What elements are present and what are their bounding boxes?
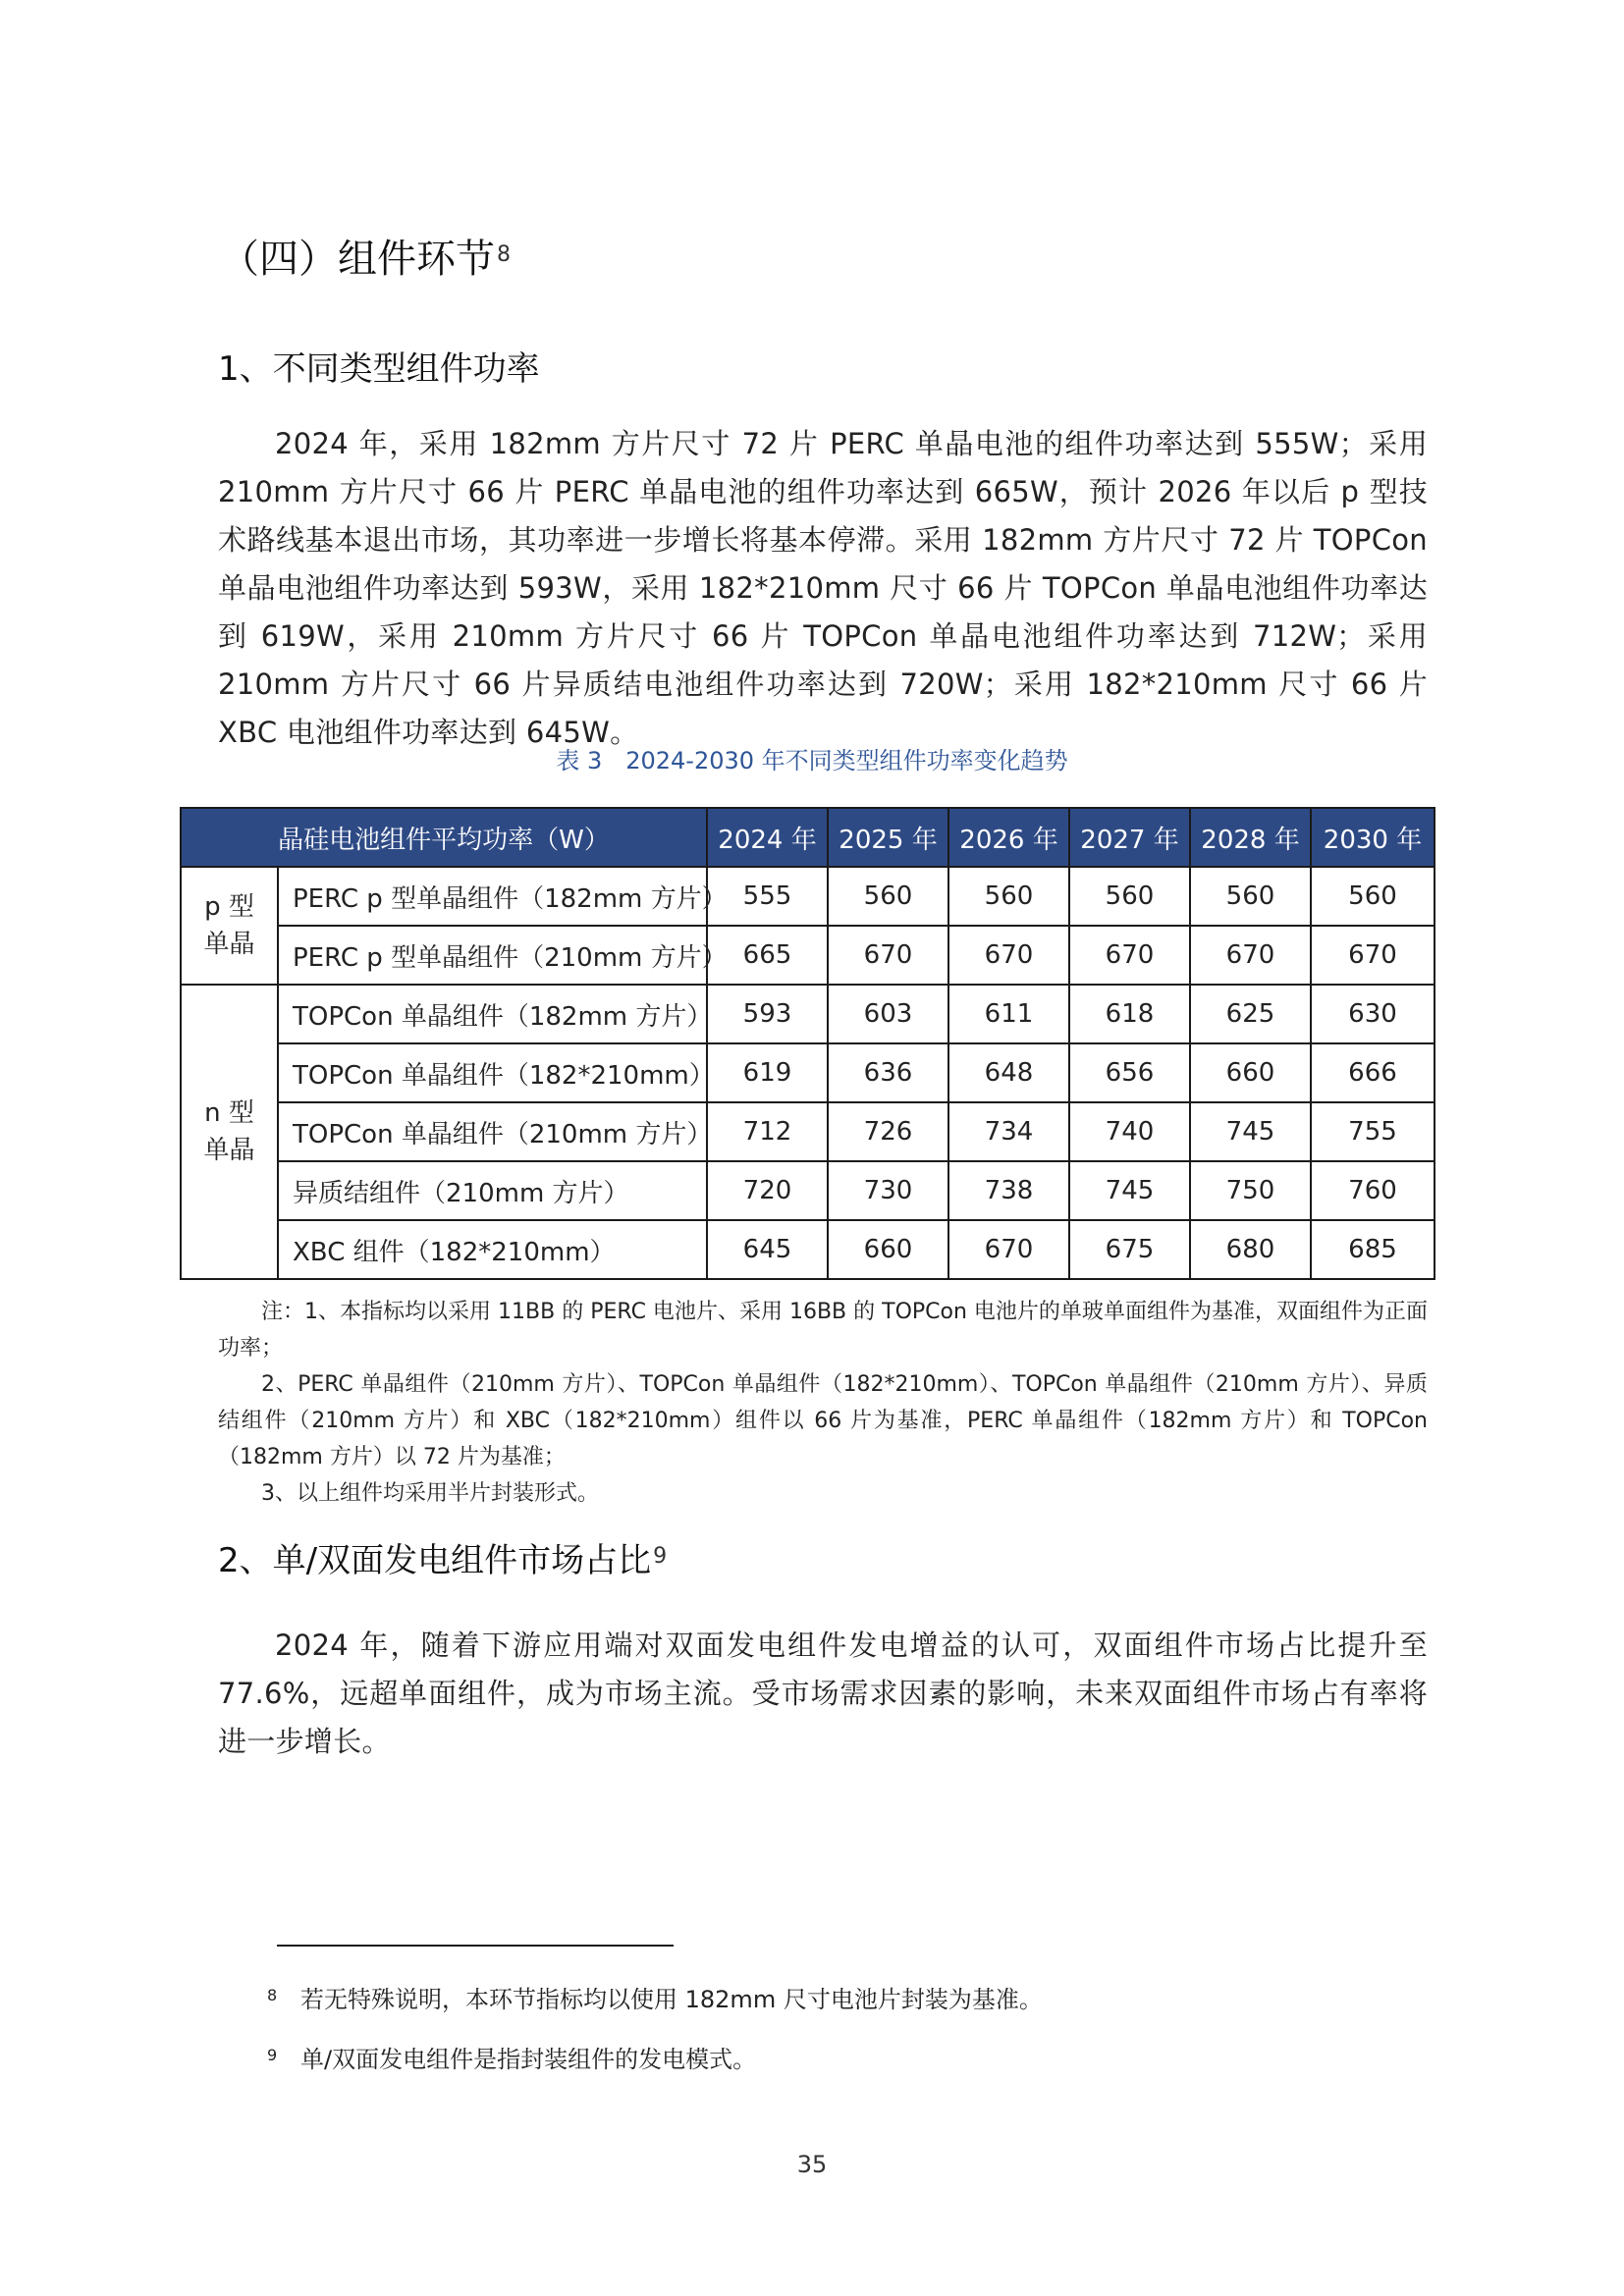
table-row [181,1102,1435,1161]
row-name: XBC 组件（182*210mm） [278,1220,707,1279]
cell-value: 665 [707,926,828,985]
cell-value: 734 [948,1102,1069,1161]
cell-value: 745 [1190,1102,1311,1161]
section-title: （四）组件环节 [220,237,495,282]
table-row [181,985,1435,1043]
cell-value: 675 [1069,1220,1190,1279]
header-label: 晶硅电池组件平均功率（W） [181,808,707,867]
module-power-table [180,807,1435,1280]
cell-value: 645 [707,1220,828,1279]
cell-value: 656 [1069,1043,1190,1102]
cell-value: 611 [948,985,1069,1043]
group-label-n-type [181,985,278,1279]
paragraph-bifacial-share: 2024 年，随着下游应用端对双面发电组件发电增益的认可，双面组件市场占比提升至 77.6%，远超单面组件，成为市场主流。受市场需求因素的影响，未来双面组件市场占有率将进一步增长。 [218,1629,1428,1758]
cell-value: 593 [707,985,828,1043]
row-name: TOPCon 单晶组件（182*210mm） [278,1043,707,1102]
cell-value: 712 [707,1102,828,1161]
cell-value: 750 [1190,1161,1311,1220]
footnote-9 [267,2043,756,2076]
cell-value: 660 [828,1220,948,1279]
cell-value: 555 [707,867,828,926]
cell-value: 730 [828,1161,948,1220]
group-label-p-type [181,867,278,985]
table-note: 注：1、本指标均以采用 11BB 的 PERC 电池片、采用 16BB 的 TOPCon 电池片的单玻单面组件为基准，双面组件为正面功率； [218,1300,1428,1361]
cell-value: 740 [1069,1102,1190,1161]
row-name: PERC p 型单晶组件（182mm 方片） [278,867,707,926]
footnote-ref-9[interactable]: 9 [653,1544,668,1569]
footnote-8 [267,1983,1043,2016]
group-label-line: 单晶 [203,930,255,959]
table-row [181,1161,1435,1220]
row-name: TOPCon 单晶组件（182mm 方片） [278,985,707,1043]
cell-value: 660 [1190,1043,1311,1102]
table-row [181,1043,1435,1102]
header-year: 2027 年 [1069,808,1190,867]
cell-value: 685 [1311,1220,1435,1279]
cell-value: 560 [948,867,1069,926]
header-year: 2025 年 [828,808,948,867]
cell-value: 560 [828,867,948,926]
section-heading [220,232,511,287]
paragraph-module-power: 2024 年，采用 182mm 方片尺寸 72 片 PERC 单晶电池的组件功率达到 555W；采用 210mm 方片尺寸 66 片 PERC 单晶电池的组件功率达到 665W，预计 2026 年以后 p 型技术路线基本退出市场，其功率进一步增长将基本停滞。采用 182mm 方片尺寸 72 片 TOPCon 单晶电池组件功率达到 593W，采用 182*210mm 尺寸 66 片 TOPCon 单晶电池组件功率达到 619W，采用 210mm 方片尺寸 66 片 TOPCon 单晶电池组件功率达到 712W；采用 210mm 方片尺寸 66 片异质结电池组件功率达到 720W；采用 182*210mm 尺寸 66 片 XBC 电池组件功率达到 645W。 [218,427,1429,749]
footnote-text: 若无特殊说明，本环节指标均以使用 182mm 尺寸电池片封装为基准。 [300,1986,1043,2013]
subsection-heading-1: 1、不同类型组件功率 [218,349,540,389]
footnote-divider [277,1945,674,1947]
cell-value: 670 [1069,926,1190,985]
cell-value: 636 [828,1043,948,1102]
cell-value: 670 [948,1220,1069,1279]
group-label-line: 单晶 [203,1136,255,1165]
footnote-mark: 8 [267,1986,278,2004]
page-number: 35 [796,2151,828,2178]
cell-value: 625 [1190,985,1311,1043]
cell-value: 680 [1190,1220,1311,1279]
table-row [181,1220,1435,1279]
cell-value: 560 [1069,867,1190,926]
footnote-mark: 9 [267,2046,278,2064]
cell-value: 720 [707,1161,828,1220]
header-year: 2030 年 [1311,808,1435,867]
subsection-heading-2 [218,1537,667,1584]
row-name: PERC p 型单晶组件（210mm 方片） [278,926,707,985]
footnote-ref-8[interactable]: 8 [497,242,511,267]
cell-value: 560 [1190,867,1311,926]
subsection-title: 2、单/双面发电组件市场占比 [218,1541,652,1580]
header-year: 2026 年 [948,808,1069,867]
row-name: 异质结组件（210mm 方片） [278,1161,707,1220]
cell-value: 726 [828,1102,948,1161]
cell-value: 560 [1311,867,1435,926]
cell-value: 618 [1069,985,1190,1043]
table-notes [218,1294,1428,1512]
cell-value: 760 [1311,1161,1435,1220]
cell-value: 619 [707,1043,828,1102]
cell-value: 603 [828,985,948,1043]
table-caption: 表 3 2024-2030 年不同类型组件功率变化趋势 [556,747,1068,774]
cell-value: 670 [828,926,948,985]
table-note: 2、PERC 单晶组件（210mm 方片）、TOPCon 单晶组件（182*210mm）、TOPCon 单晶组件（210mm 方片）、异质结组件（210mm 方片）和 XBC（182*210mm）组件以 66 片为基准，PERC 单晶组件（182mm 方片）和 TOPCon（182mm 方片）以 72 片为基准； [218,1372,1429,1469]
table-row [181,926,1435,985]
header-year: 2024 年 [707,808,828,867]
table-note: 3、以上组件均采用半片封装形式。 [261,1481,599,1506]
cell-value: 648 [948,1043,1069,1102]
cell-value: 738 [948,1161,1069,1220]
group-label-line: n 型 [204,1098,254,1128]
group-label-line: p 型 [204,892,254,922]
footnote-text: 单/双面发电组件是指封装组件的发电模式。 [300,2046,757,2073]
cell-value: 670 [1190,926,1311,985]
header-year: 2028 年 [1190,808,1311,867]
cell-value: 630 [1311,985,1435,1043]
cell-value: 745 [1069,1161,1190,1220]
cell-value: 666 [1311,1043,1435,1102]
table-header-row [181,808,1435,867]
cell-value: 755 [1311,1102,1435,1161]
row-name: TOPCon 单晶组件（210mm 方片） [278,1102,707,1161]
cell-value: 670 [1311,926,1435,985]
table-row [181,867,1435,926]
cell-value: 670 [948,926,1069,985]
